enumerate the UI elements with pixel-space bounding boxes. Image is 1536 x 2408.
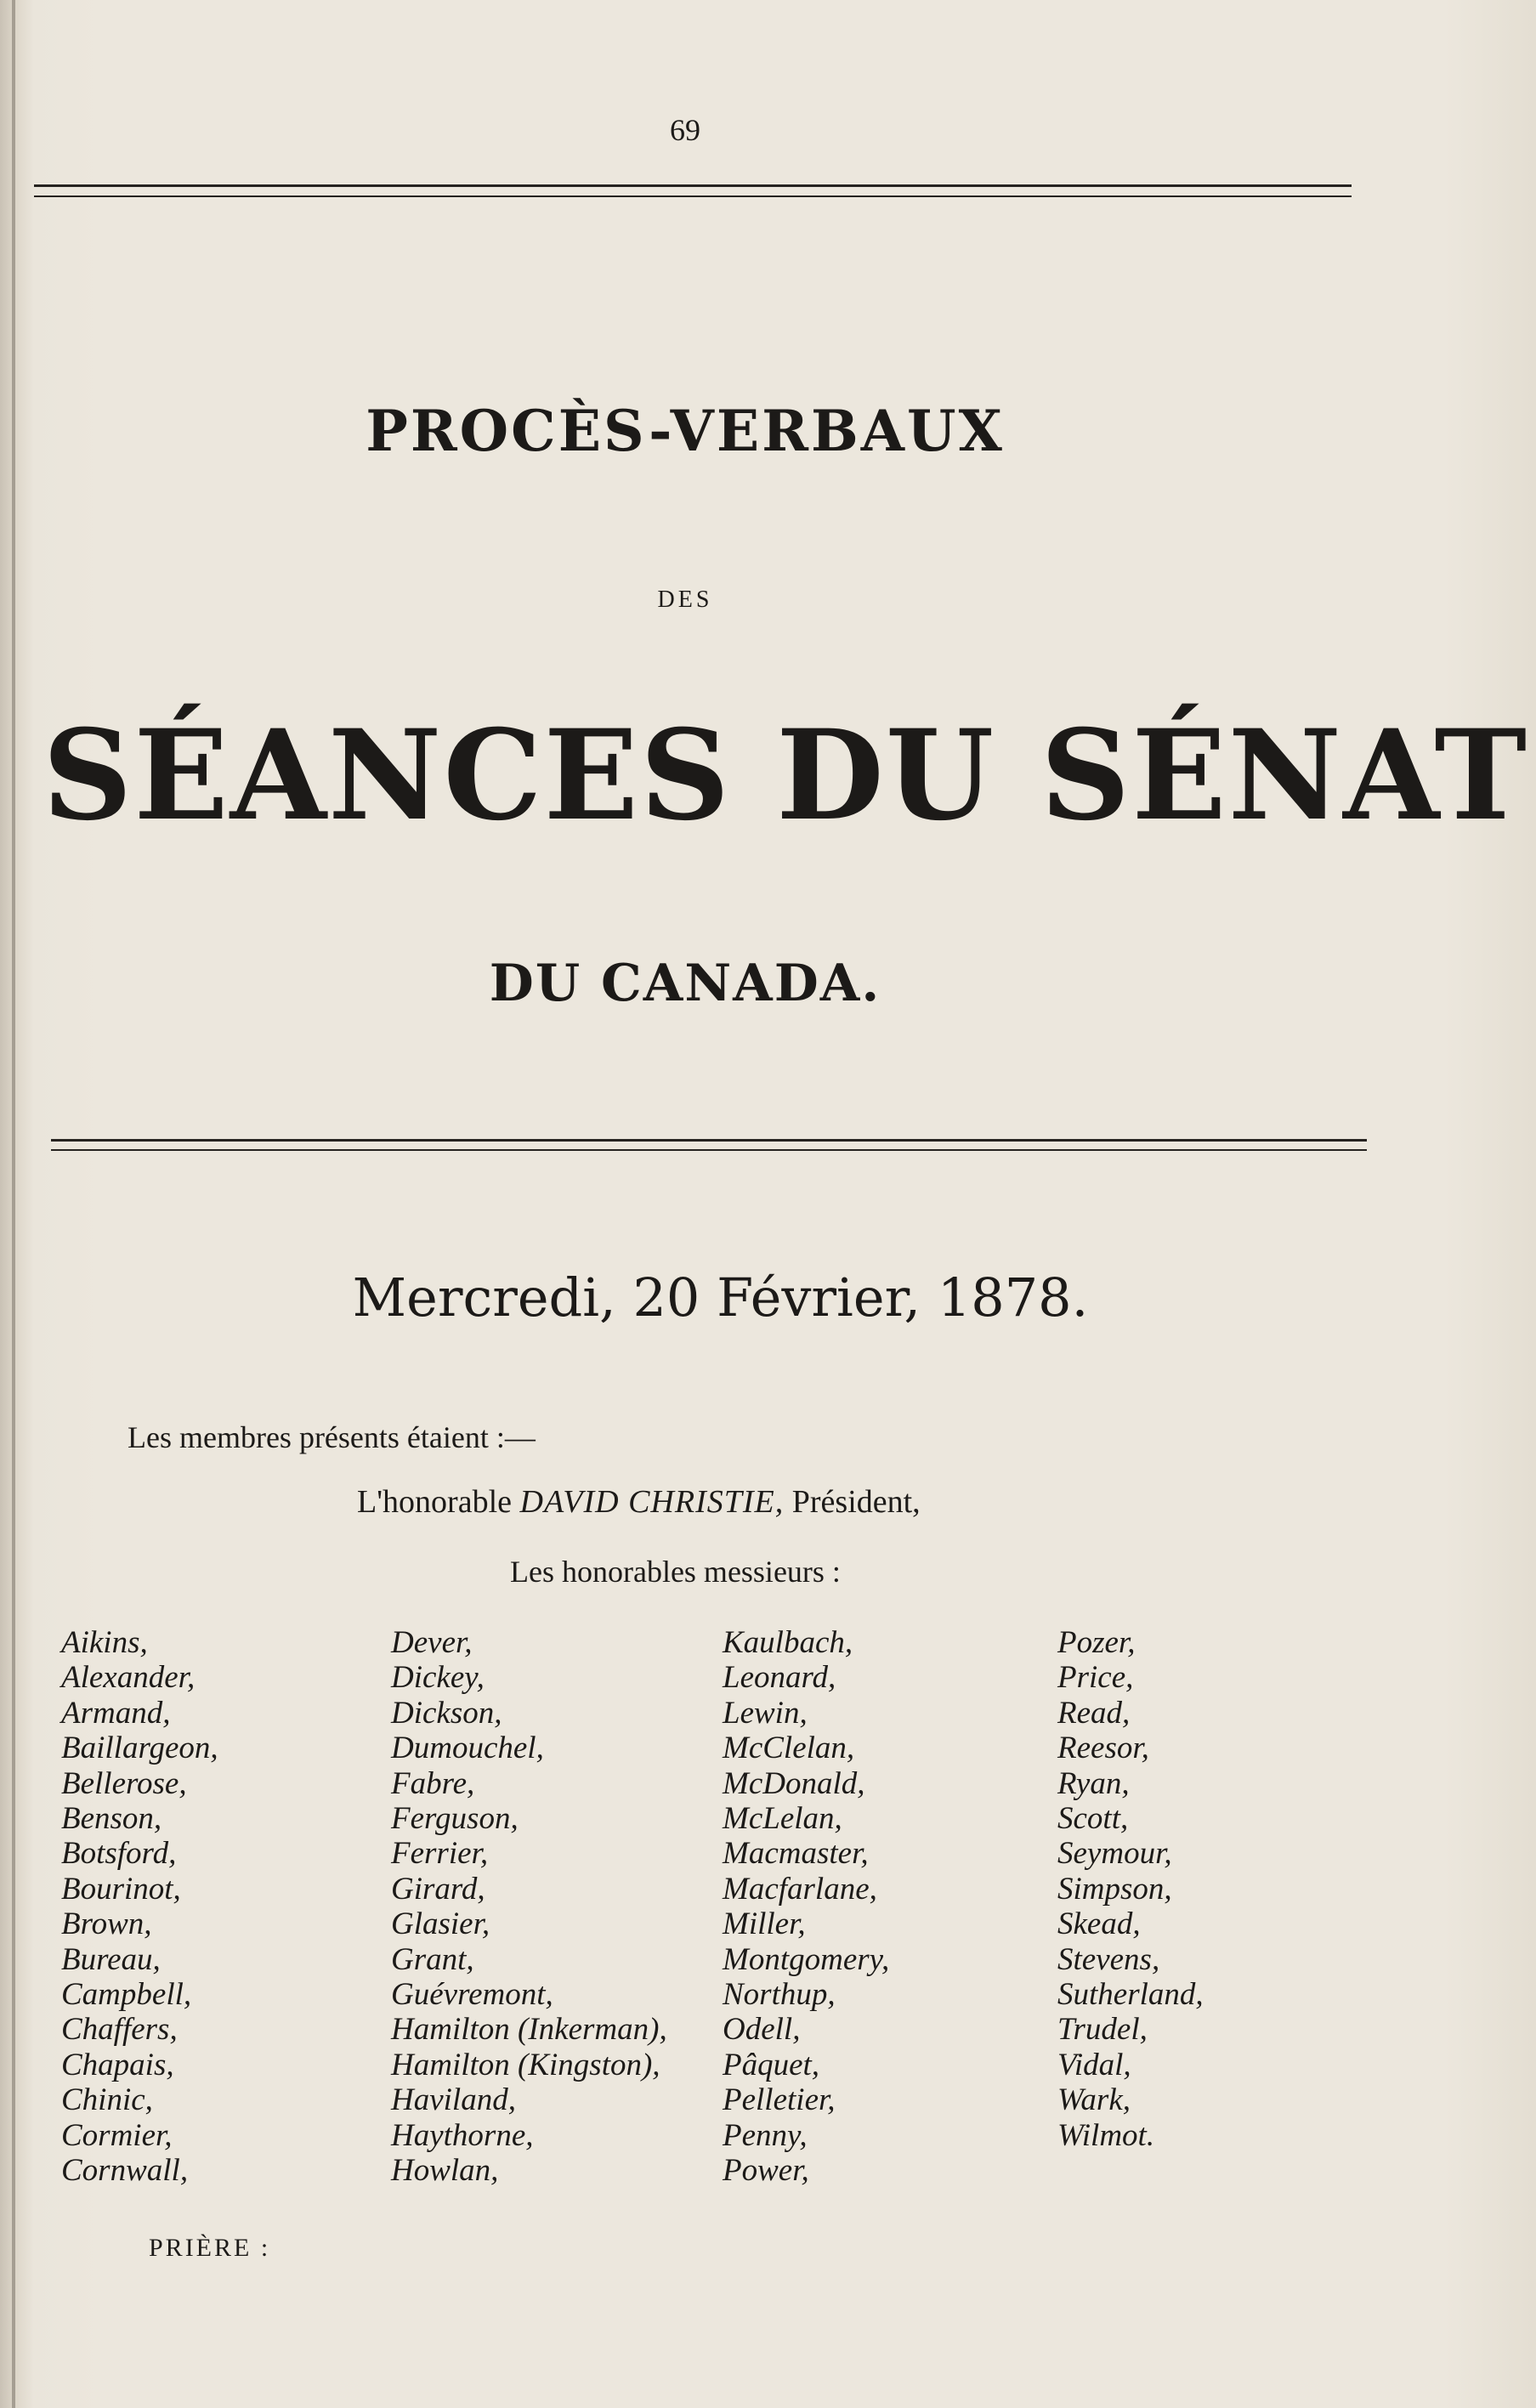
member-name: Benson, [61, 1801, 162, 1837]
title-proces-verbaux: PROCÈS-VERBAUX [366, 398, 1005, 464]
member-name: Chapais, [61, 2047, 174, 2082]
member-name: McClelan, [723, 1731, 855, 1766]
member-name: Campbell, [61, 1977, 192, 2013]
member-name: Price, [1057, 1660, 1134, 1696]
president-line [357, 1483, 921, 1521]
president-name: DAVID CHRISTIE, [519, 1484, 785, 1520]
member-name: Chaffers, [61, 2012, 178, 2048]
member-name: Reesor, [1057, 1731, 1149, 1766]
member-name: Girard, [391, 1871, 485, 1907]
member-name: Pelletier, [723, 2082, 836, 2118]
member-name: Dumouchel, [391, 1731, 544, 1766]
member-name: Miller, [723, 1907, 806, 1942]
member-name: Wilmot. [1057, 2117, 1155, 2153]
president-prefix: L'honorable [357, 1484, 513, 1520]
member-name: Lewin, [723, 1695, 808, 1731]
member-name: Kaulbach, [723, 1625, 853, 1660]
member-name: Bellerose, [61, 1765, 187, 1801]
member-name: McDonald, [723, 1765, 865, 1801]
members-column-3 [723, 1625, 889, 2189]
member-name: Read, [1057, 1695, 1131, 1731]
member-name: Stevens, [1057, 1941, 1160, 1977]
member-name: McLelan, [723, 1801, 842, 1837]
member-name: Montgomery, [723, 1941, 890, 1977]
title-des: DES [657, 586, 713, 613]
member-name: Howlan, [391, 2153, 499, 2189]
member-name: Scott, [1057, 1801, 1129, 1837]
member-name: Hamilton (Inkerman), [391, 2012, 667, 2048]
member-name: Bureau, [61, 1941, 161, 1977]
member-name: Seymour, [1057, 1836, 1172, 1872]
prayer-label: PRIÈRE : [149, 2234, 271, 2262]
member-name: Baillargeon, [61, 1731, 218, 1766]
member-name: Hamilton (Kingston), [391, 2047, 660, 2082]
member-name: Dever, [391, 1625, 473, 1660]
member-name: Chinic, [61, 2082, 153, 2118]
honorables-label: Les honorables messieurs : [510, 1555, 841, 1589]
member-name: Haythorne, [391, 2117, 534, 2153]
page-number: 69 [670, 113, 700, 147]
member-name: Power, [723, 2153, 809, 2189]
member-name: Penny, [723, 2117, 808, 2153]
member-name: Skead, [1057, 1907, 1141, 1942]
member-name: Botsford, [61, 1836, 177, 1872]
member-name: Haviland, [391, 2082, 516, 2118]
member-name: Dickson, [391, 1695, 502, 1731]
member-name: Ferrier, [391, 1836, 489, 1872]
member-name: Wark, [1057, 2082, 1131, 2118]
member-name: Macmaster, [723, 1836, 869, 1872]
member-name: Glasier, [391, 1907, 490, 1942]
members-column-1 [61, 1625, 218, 2189]
title-seances-du-senat: SÉANCES DU SÉNAT [43, 703, 1529, 848]
middle-rule [51, 1139, 1367, 1142]
member-name: Odell, [723, 2012, 801, 2048]
members-column-4 [1057, 1625, 1204, 2153]
member-name: Grant, [391, 1941, 474, 1977]
member-name: Armand, [61, 1695, 171, 1731]
member-name: Ferguson, [391, 1801, 519, 1837]
member-name: Trudel, [1057, 2012, 1148, 2048]
member-name: Leonard, [723, 1660, 836, 1696]
member-name: Pâquet, [723, 2047, 820, 2082]
member-name: Brown, [61, 1907, 152, 1942]
top-rule [34, 184, 1352, 187]
member-name: Vidal, [1057, 2047, 1131, 2082]
middle-rule-thin [51, 1149, 1367, 1151]
president-title: Président, [791, 1484, 921, 1520]
members-column-2 [391, 1625, 667, 2189]
member-name: Bourinot, [61, 1871, 181, 1907]
member-name: Aikins, [61, 1625, 148, 1660]
members-present-label: Les membres présents étaient :— [128, 1420, 536, 1454]
member-name: Cornwall, [61, 2153, 189, 2189]
member-name: Fabre, [391, 1765, 475, 1801]
member-name: Simpson, [1057, 1871, 1172, 1907]
binding-edge [12, 0, 15, 2408]
member-name: Guévremont, [391, 1977, 553, 2013]
member-name: Alexander, [61, 1660, 196, 1696]
member-name: Dickey, [391, 1660, 485, 1696]
sitting-date: Mercredi, 20 Février, 1878. [352, 1266, 1089, 1329]
top-rule-thin [34, 195, 1352, 197]
title-du-canada: DU CANADA. [489, 954, 881, 1013]
member-name: Northup, [723, 1977, 836, 2013]
member-name: Macfarlane, [723, 1871, 877, 1907]
member-name: Pozer, [1057, 1625, 1136, 1660]
member-name: Sutherland, [1057, 1977, 1204, 2013]
member-name: Ryan, [1057, 1765, 1130, 1801]
member-name: Cormier, [61, 2117, 173, 2153]
